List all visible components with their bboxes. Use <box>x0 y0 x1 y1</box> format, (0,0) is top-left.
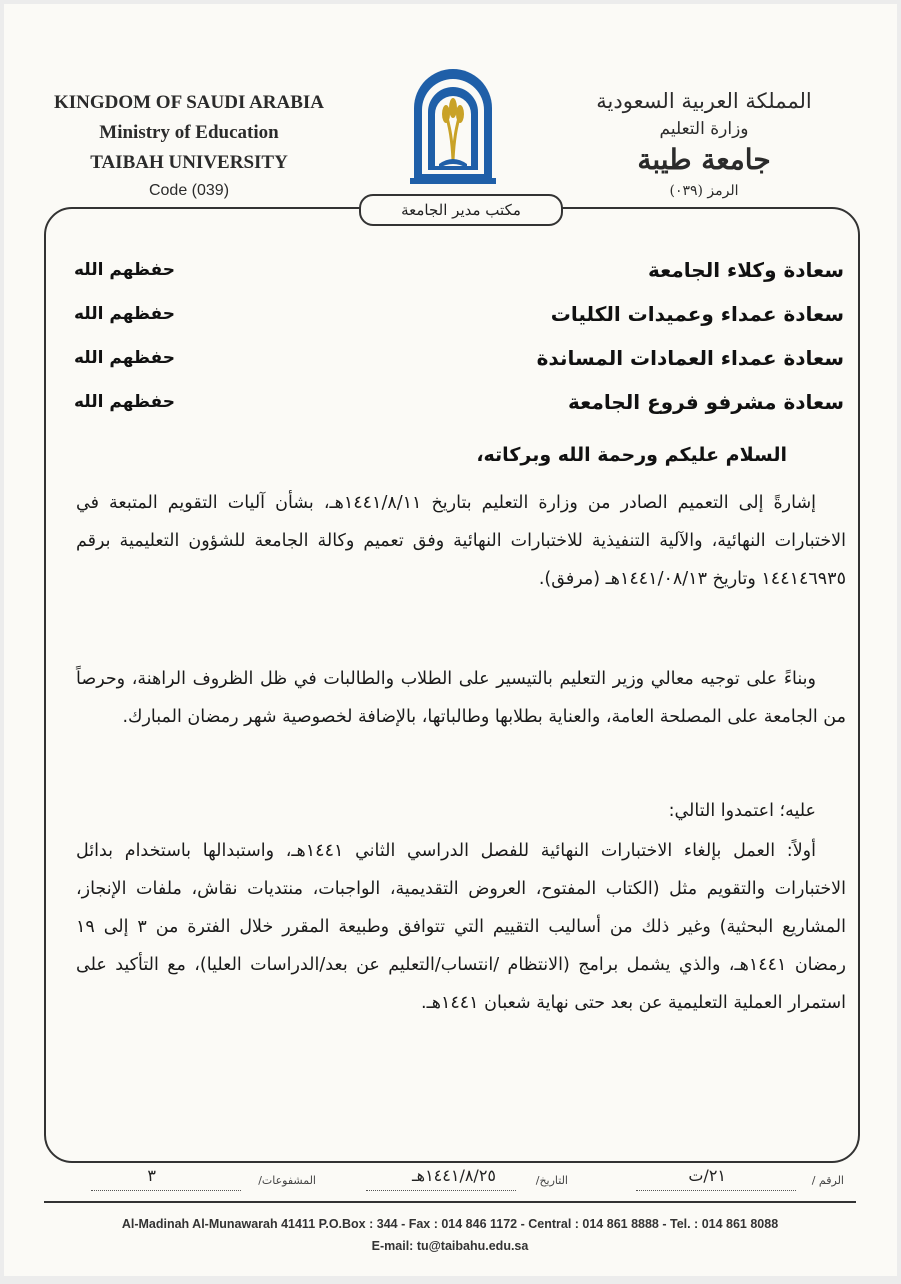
body-paragraph <box>76 484 846 598</box>
number-value: ٢١/ت <box>688 1166 726 1185</box>
attachments-value: ٣ <box>147 1166 156 1185</box>
addressee-honorific: حفظهم الله <box>74 260 175 280</box>
university-logo-icon <box>408 68 498 188</box>
addressee-honorific: حفظهم الله <box>74 348 175 368</box>
reference-bar <box>44 1164 856 1198</box>
footer-address: Al-Madinah Al-Munawarah 41411 P.O.Box : 344 - Fax : 014 846 1172 - Central : 014 861 8888 - Tel. : 014 861 8088 <box>121 1217 779 1231</box>
attachments-label: المشفوعات/ <box>258 1174 316 1187</box>
number-label: الرقم / <box>811 1174 844 1187</box>
university-name-en: TAIBAH UNIVERSITY <box>90 152 288 173</box>
paragraph-text: إشارةً إلى التعميم الصادر من وزارة التعليم بتاريخ ١٤٤١/٨/١١هـ، بشأن آليات التقويم المتبعة في الاختبارات النهائية، والآلية التنفيذية للاختبارات النهائية وفق تعميم وكالة الجامعة للشؤون التعليمية برقم ١٤٤١٤٦٩٣٥ وتاريخ ١٤٤١/٠٨/١٣هـ (مرفق). <box>76 493 846 589</box>
letter-page <box>4 4 897 1276</box>
university-code-en: Code (039) <box>148 182 230 199</box>
addressee-title: سعادة وكلاء الجامعة <box>647 258 844 282</box>
paragraph-text: عليه؛ اعتمدوا التالي: <box>668 801 816 821</box>
kingdom-name-en: KINGDOM OF SAUDI ARABIA <box>53 92 325 113</box>
footer-divider <box>44 1201 856 1203</box>
university-name-ar: جامعة طيبة <box>637 143 771 176</box>
date-label: التاريخ/ <box>535 1174 568 1187</box>
body-paragraph <box>76 660 846 736</box>
addressee-row <box>74 382 844 422</box>
ministry-name-ar: وزارة التعليم <box>659 119 749 139</box>
university-code-ar: الرمز (٠٣٩) <box>669 183 739 199</box>
paragraph-text: وبناءً على توجيه معالي وزير التعليم بالتيسير على الطلاب والطالبات في ظل الظروف الراهنة، وحرصاً من الجامعة على المصلحة العامة، والعناية بطلابها وطالباتها، بالإضافة لخصوصية شهر رمضان المبارك. <box>76 669 846 727</box>
greeting: السلام عليكم ورحمة الله وبركاته، <box>476 444 787 466</box>
addressee-row <box>74 250 844 290</box>
header-english <box>44 88 334 204</box>
addressee-row <box>74 294 844 334</box>
header-arabic <box>579 86 829 204</box>
footer-email: E-mail: tu@taibahu.edu.sa <box>371 1239 529 1253</box>
body-paragraph <box>76 832 846 1022</box>
ministry-name-en: Ministry of Education <box>99 122 279 143</box>
body-paragraph <box>76 792 846 830</box>
addressee-honorific: حفظهم الله <box>74 304 175 324</box>
addressee-title: سعادة مشرفو فروع الجامعة <box>568 390 844 414</box>
addressee-row <box>74 338 844 378</box>
addressee-honorific: حفظهم الله <box>74 392 175 412</box>
office-tag: مكتب مدير الجامعة <box>359 194 563 226</box>
addressee-title: سعادة عمداء وعميدات الكليات <box>550 302 844 326</box>
date-value: ١٤٤١/٨/٢٥هـ <box>411 1166 496 1185</box>
kingdom-name-ar: المملكة العربية السعودية <box>596 89 812 113</box>
paragraph-text: أولاً: العمل بإلغاء الاختبارات النهائية للفصل الدراسي الثاني ١٤٤١هـ، واستبدالها باستخدام بدائل الاختبارات والتقويم مثل (الكتاب المفتوح، العروض التقديمية، الواجبات، منتديات نقاش، ملفات الإنجاز، المشاريع البحثية) وغير ذلك من أساليب التقييم التي تتوافق وطبيعة المقرر خلال الفترة من ٣ إلى ١٩ رمضان ١٤٤١هـ، والذي يشمل برامج (الانتظام /انتساب/التعليم عن بعد/الدراسات العليا)، مع التأكيد على استمرار العملية التعليمية عن بعد حتى نهاية شعبان ١٤٤١هـ. <box>76 841 847 1013</box>
addressee-title: سعادة عمداء العمادات المساندة <box>536 346 844 370</box>
